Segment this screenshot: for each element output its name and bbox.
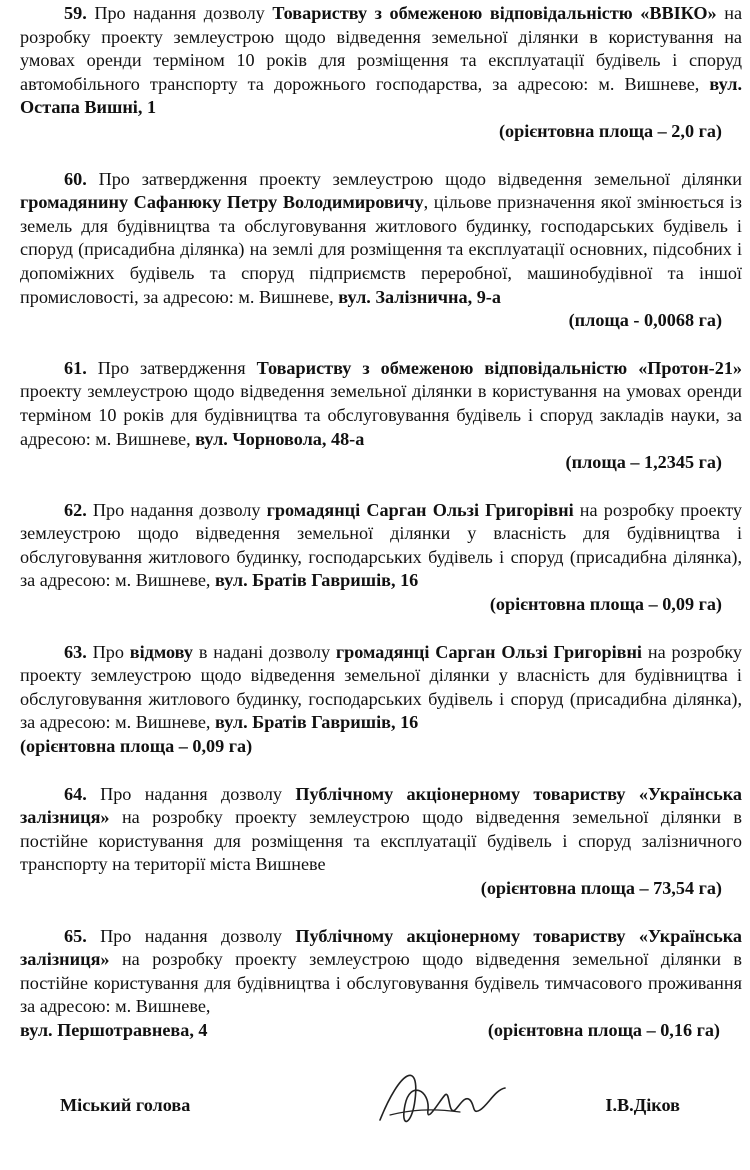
item-text: на розробку проекту землеустрою щодо відведення земельної ділянки у власність для будівництва і обслуговування житлового будинку, господарських будівель і споруд (присадибна ділянка), за адресою: м. Вишневе, xyxy=(20,499,742,591)
area-label: (орієнтовна площа – 0,09 га) xyxy=(20,736,253,757)
item-62 xyxy=(20,499,742,617)
signatory-position: Міський голова xyxy=(60,1095,191,1115)
item-text: Про затвердження проекту землеустрою щодо відведення земельної ділянки xyxy=(98,168,743,189)
item-text: в надані дозволу xyxy=(192,641,336,662)
area-label: (орієнтовна площа – 0,16 га) xyxy=(487,1019,720,1040)
item-text: Про затвердження xyxy=(97,357,257,378)
area-label: (площа – 1,2345 га) xyxy=(565,452,722,473)
address: вул. Залізнична, 9-а xyxy=(338,286,501,307)
item-text: проекту землеустрою щодо відведення земельної ділянки в користування на умовах оренди терміном 10 років для будівництва та обслуговування будівель і споруд закладів науки, за адресою: м. Вишневе, xyxy=(20,381,742,449)
item-64 xyxy=(20,783,742,901)
item-number: 64. xyxy=(64,783,87,804)
item-63 xyxy=(20,641,742,759)
area-label: (площа - 0,0068 га) xyxy=(568,310,722,331)
applicant-name: Товариству з обмеженою відповідальністю «Протон-21» xyxy=(256,357,743,378)
item-text: на розробку проекту землеустрою щодо відведення земельної ділянки в постійне користування для будівництва і обслуговування будівель тимчасового проживання за адресою: м. Вишневе, xyxy=(20,949,742,1017)
area-label: (орієнтовна площа – 2,0 га) xyxy=(498,120,722,141)
applicant-name: Публічному акціонерному товариству «Українська залізниця» xyxy=(20,925,742,970)
address: вул. Братів Гавришів, 16 xyxy=(215,570,419,591)
applicant-name: громадянці Сарган Ользі Григорівні xyxy=(266,499,574,520)
item-text: Про надання дозволу xyxy=(92,499,267,520)
applicant-name: громадянину Сафанюку Петру Володимировичу xyxy=(20,192,424,213)
address: вул. Братів Гавришів, 16 xyxy=(215,712,419,733)
item-number: 63. xyxy=(64,641,87,662)
item-number: 59. xyxy=(64,3,87,23)
document-body xyxy=(20,2,742,1043)
item-text: , цільове призначення якої змінюється із земель для будівництва та обслуговування житлового будинку, господарських будівель і споруд (присадибна ділянка) на землі для розміщення та експлуатації основних, підсобних і допоміжних будівель та споруд підприємств переробної, машинобудівної та іншої промисловості, за адресою: м. Вишневе, xyxy=(20,192,742,307)
applicant-name: громадянці Сарган Ользі Григорівні xyxy=(335,641,642,662)
address: вул. Першотравнева, 4 xyxy=(20,1019,208,1040)
item-number: 60. xyxy=(64,168,87,189)
signature-block xyxy=(60,1095,680,1135)
item-59 xyxy=(20,2,742,144)
handwritten-signature xyxy=(360,1050,520,1140)
item-60 xyxy=(20,168,742,333)
address: вул. Остапа Вишні, 1 xyxy=(20,73,742,118)
signatory-name: І.В.Діков xyxy=(605,1095,680,1115)
applicant-name: Публічному акціонерному товариству «Українська залізниця» xyxy=(20,783,742,828)
item-text: Про надання дозволу xyxy=(100,925,296,946)
item-text: на розробку проекту землеустрою щодо відведення земельної ділянки в користування на умовах оренди терміном 10 років для розміщення та експлуатації будівель і споруд автомобільного транспорту та дорожнього господарства, за адресою: м. Вишневе, xyxy=(20,3,743,94)
item-number: 65. xyxy=(64,925,87,946)
refusal-word: відмову xyxy=(129,641,193,662)
item-number: 62. xyxy=(64,499,87,520)
item-65 xyxy=(20,925,742,1043)
item-text: на розробку проекту землеустрою щодо відведення земельної ділянки у власність для будівництва і обслуговування житлового будинку, господарських будівель і споруд (присадибна ділянка), за адресою: м. Вишневе, xyxy=(20,641,742,733)
item-text: на розробку проекту землеустрою щодо відведення земельної ділянки в постійне користування для розміщення та експлуатації будівель і споруд залізничного транспорту на території міста Вишневе xyxy=(20,807,742,875)
item-number: 61. xyxy=(64,357,87,378)
item-text: Про надання дозволу xyxy=(100,783,296,804)
area-label: (орієнтовна площа – 0,09 га) xyxy=(489,594,722,615)
address: вул. Чорновола, 48-а xyxy=(195,428,365,449)
item-61 xyxy=(20,357,742,475)
area-label: (орієнтовна площа – 73,54 га) xyxy=(480,878,722,898)
item-text: Про xyxy=(92,641,130,662)
item-text: Про надання дозволу xyxy=(94,3,273,23)
applicant-name: Товариству з обмеженою відповідальністю «ВВІКО» xyxy=(272,3,717,23)
